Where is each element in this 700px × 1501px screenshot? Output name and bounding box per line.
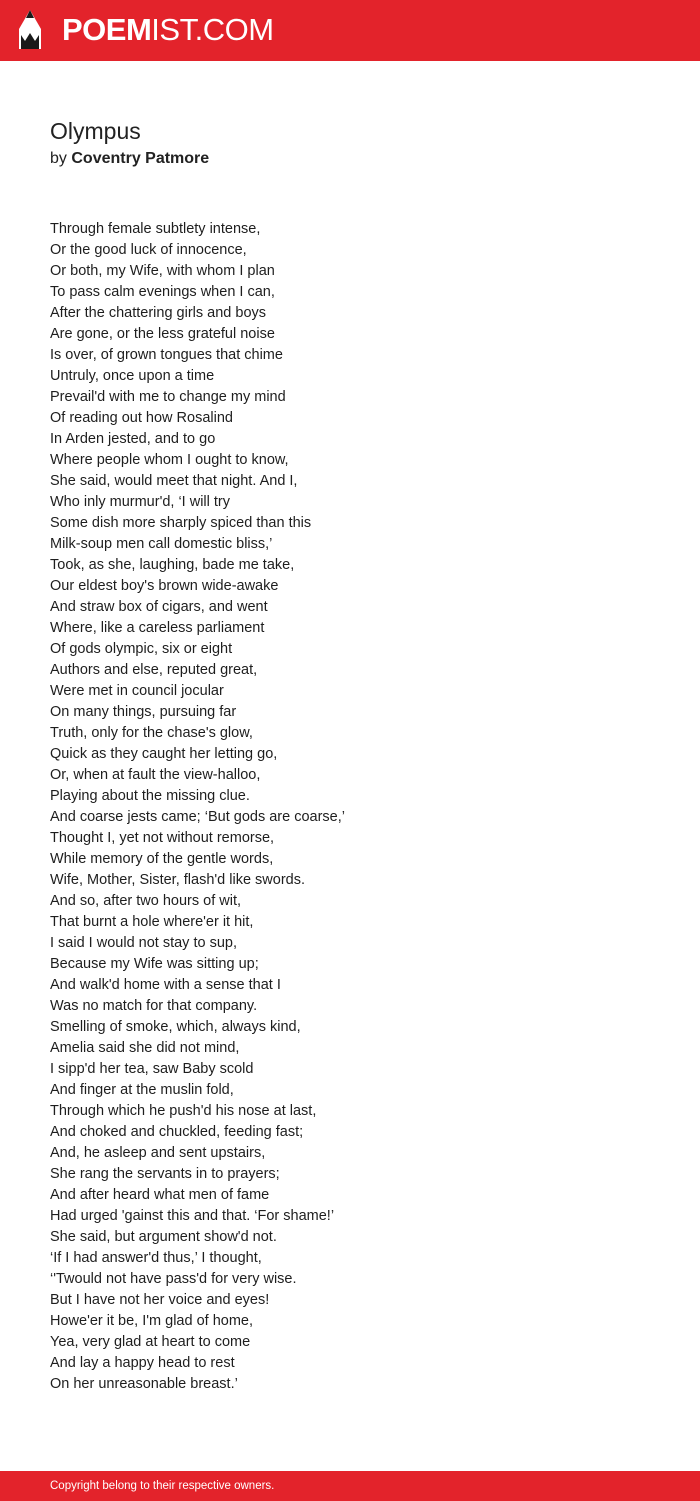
poem-line: She said, would meet that night. And I, <box>50 473 298 489</box>
poem-line: ‘If I had answer'd thus,’ I thought, <box>50 1250 262 1266</box>
poem-line: Authors and else, reputed great, <box>50 662 258 678</box>
poem-line: Or the good luck of innocence, <box>50 242 247 258</box>
poem-title: Olympus <box>50 118 141 144</box>
poem-line: She said, but argument show'd not. <box>50 1229 277 1245</box>
poem-line: And after heard what men of fame <box>50 1187 270 1203</box>
poem-line: Who inly murmur'd, ‘I will try <box>50 494 231 510</box>
poem-line: Or both, my Wife, with whom I plan <box>50 263 275 279</box>
site-header <box>0 0 700 61</box>
poem-line: Took, as she, laughing, bade me take, <box>50 557 295 573</box>
pencil-tip-icon[interactable] <box>17 9 43 51</box>
poem-line: Had urged 'gainst this and that. ‘For shame!’ <box>50 1208 335 1224</box>
poem-line: Because my Wife was sitting up; <box>50 956 259 972</box>
logo-bold-text: POEM <box>62 12 152 47</box>
poem-line: In Arden jested, and to go <box>50 431 216 447</box>
poem-line: On many things, pursuing far <box>50 704 237 720</box>
poem-line: After the chattering girls and boys <box>50 305 267 321</box>
poem-line: Smelling of smoke, which, always kind, <box>50 1019 301 1035</box>
poem-line: Through female subtlety intense, <box>50 221 261 237</box>
poem-line: Yea, very glad at heart to come <box>50 1334 251 1350</box>
byline <box>50 149 209 169</box>
poem-line: Quick as they caught her letting go, <box>50 746 278 762</box>
poem-line: And walk'd home with a sense that I <box>50 977 281 993</box>
poem-line: Our eldest boy's brown wide-awake <box>50 578 279 594</box>
poem-line: Wife, Mother, Sister, flash'd like swords. <box>50 872 305 888</box>
poem-line: Where, like a careless parliament <box>50 620 265 636</box>
poem-line: And straw box of cigars, and went <box>50 599 268 615</box>
poem-line: Some dish more sharply spiced than this <box>50 515 312 531</box>
poem-line: Howe'er it be, I'm glad of home, <box>50 1313 253 1329</box>
site-logo[interactable] <box>62 10 274 50</box>
poem-line: That burnt a hole where'er it hit, <box>50 914 254 930</box>
poem-line: Of reading out how Rosalind <box>50 410 233 426</box>
poem-line: Thought I, yet not without remorse, <box>50 830 275 846</box>
poem-line: Were met in council jocular <box>50 683 224 699</box>
poem-line: ‘'Twould not have pass'd for very wise. <box>50 1271 297 1287</box>
poem-line: Playing about the missing clue. <box>50 788 250 804</box>
poem-line: Of gods olympic, six or eight <box>50 641 233 657</box>
poem-line: Or, when at fault the view-halloo, <box>50 767 261 783</box>
by-prefix: by <box>50 150 67 167</box>
poem-line: Are gone, or the less grateful noise <box>50 326 275 342</box>
poem-line: I sipp'd her tea, saw Baby scold <box>50 1061 254 1077</box>
poem-line: Through which he push'd his nose at last, <box>50 1103 317 1119</box>
poem-line: I said I would not stay to sup, <box>50 935 237 951</box>
poem-line: Amelia said she did not mind, <box>50 1040 240 1056</box>
poem-body <box>50 219 650 1395</box>
poem-line: While memory of the gentle words, <box>50 851 274 867</box>
poem-line: Is over, of grown tongues that chime <box>50 347 283 363</box>
author-name: Coventry Patmore <box>71 150 210 167</box>
poem-line: Was no match for that company. <box>50 998 258 1014</box>
poem-line: She rang the servants in to prayers; <box>50 1166 280 1182</box>
copyright-notice: Copyright belong to their respective owners. <box>50 1480 275 1492</box>
poem-line: And, he asleep and sent upstairs, <box>50 1145 266 1161</box>
poem-line: To pass calm evenings when I can, <box>50 284 275 300</box>
poem-line: Prevail'd with me to change my mind <box>50 389 286 405</box>
poem-line: Truth, only for the chase's glow, <box>50 725 253 741</box>
poem-line: Where people whom I ought to know, <box>50 452 289 468</box>
poem-line: And lay a happy head to rest <box>50 1355 235 1371</box>
poem-line: And so, after two hours of wit, <box>50 893 242 909</box>
poem-line: On her unreasonable breast.’ <box>50 1376 238 1392</box>
poem-line: But I have not her voice and eyes! <box>50 1292 270 1308</box>
poem-line: Milk-soup men call domestic bliss,’ <box>50 536 273 552</box>
poem-line: And finger at the muslin fold, <box>50 1082 234 1098</box>
site-footer <box>0 1471 700 1501</box>
poem-line: And coarse jests came; ‘But gods are coarse,’ <box>50 809 345 825</box>
poem-line: And choked and chuckled, feeding fast; <box>50 1124 304 1140</box>
logo-light-text: IST.COM <box>151 12 274 47</box>
poem-line: Untruly, once upon a time <box>50 368 215 384</box>
